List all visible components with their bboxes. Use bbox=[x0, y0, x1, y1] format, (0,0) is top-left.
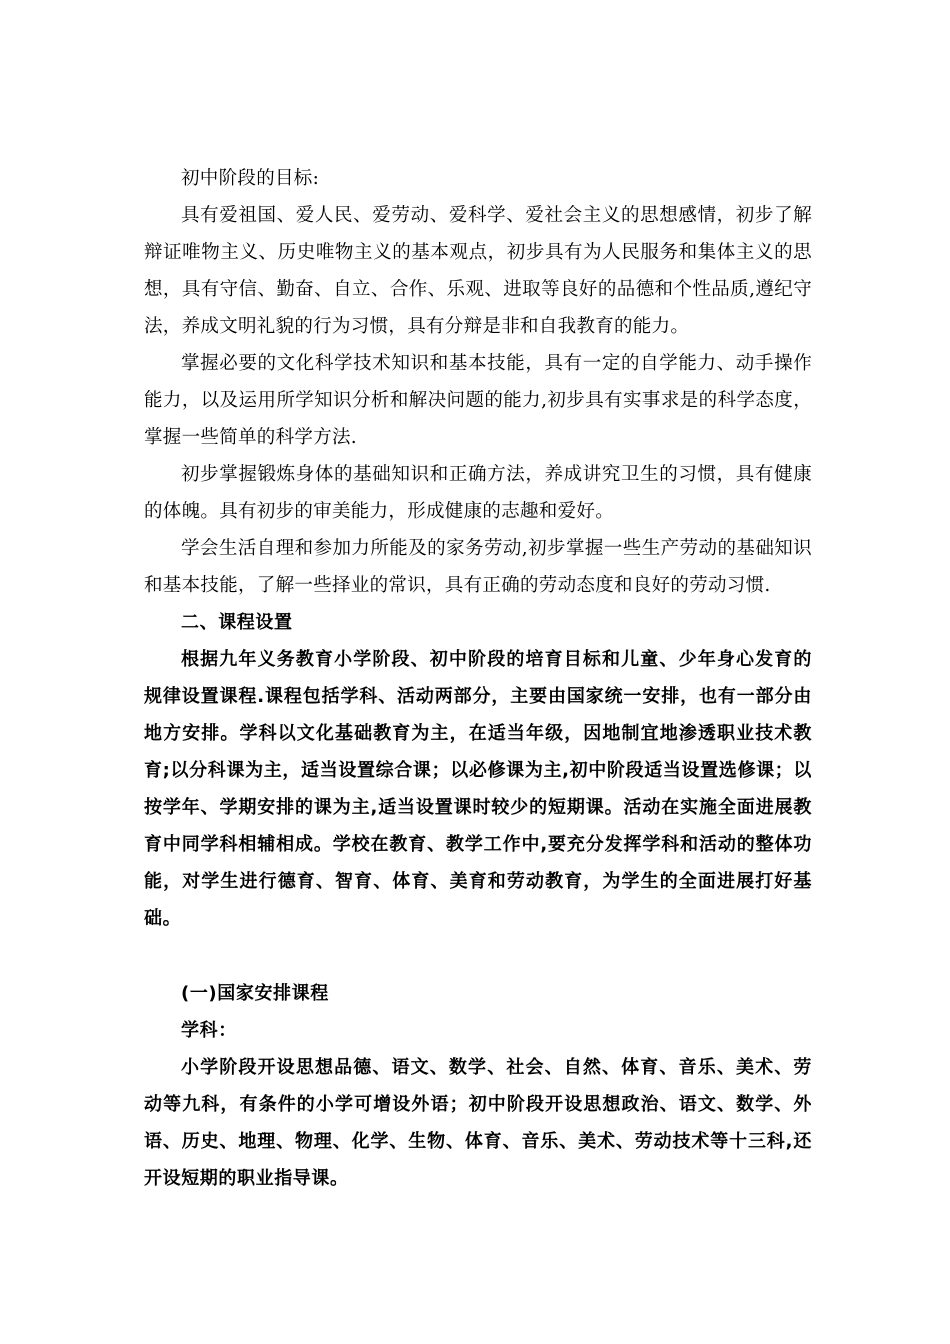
paragraph-health-goals: 初步掌握锻炼身体的基础知识和正确方法，养成讲究卫生的习惯，具有健康的体魄。具有初步的审美能力，形成健康的志趣和爱好。 bbox=[144, 464, 812, 522]
section-heading-curriculum: 二、课程设置 bbox=[181, 612, 293, 633]
paragraph-curriculum-setup: 根据九年义务教育小学阶段、初中阶段的培育目标和儿童、少年身心发育的规律设置课程.课程包括学科、活动两部分，主要由国家统一安排，也有一部分由地方安排。学科以文化基础教育为主，在适当年级，因地制宜地渗透职业技术教育;以分科课为主，适当设置综合课；以必修课为主,初中阶段适当设置选修课；以按学年、学期安排的课为主,适当设置课时较少的短期课。活动在实施全面进展教育中同学科相辅相成。学校在教育、教学工作中,要充分发挥学科和活动的整体功能，对学生进行德育、智育、体育、美育和劳动教育，为学生的全面进展打好基础。 bbox=[144, 649, 812, 929]
subheading-national-courses: (一)国家安排课程 bbox=[181, 983, 329, 1004]
document-body bbox=[144, 160, 812, 1197]
heading-junior-goals: 初中阶段的目标: bbox=[181, 168, 320, 189]
paragraph-labor-goals: 学会生活自理和参加力所能及的家务劳动,初步掌握一些生产劳动的基础知识和基本技能，了解一些择业的常识，具有正确的劳动态度和良好的劳动习惯. bbox=[144, 538, 812, 596]
paragraph-spacer bbox=[144, 937, 812, 975]
subheading-subjects: 学科： bbox=[181, 1020, 237, 1041]
paragraph-knowledge-goals: 掌握必要的文化科学技术知识和基本技能，具有一定的自学能力、动手操作能力，以及运用所学知识分析和解决问题的能力,初步具有实事求是的科学态度，掌握一些简单的科学方法. bbox=[144, 353, 812, 448]
paragraph-moral-goals: 具有爱祖国、爱人民、爱劳动、爱科学、爱社会主义的思想感情，初步了解辩证唯物主义、历史唯物主义的基本观点，初步具有为人民服务和集体主义的思想，具有守信、勤奋、自立、合作、乐观、进取等良好的品德和个性品质,遵纪守法，养成文明礼貌的行为习惯，具有分辩是非和自我教育的能力。 bbox=[144, 205, 812, 337]
paragraph-subject-list: 小学阶段开设思想品德、语文、数学、社会、自然、体育、音乐、美术、劳动等九科，有条件的小学可增设外语；初中阶段开设思想政治、语文、数学、外语、历史、地理、物理、化学、生物、体育、音乐、美术、劳动技术等十三科,还开设短期的职业指导课。 bbox=[144, 1057, 812, 1189]
